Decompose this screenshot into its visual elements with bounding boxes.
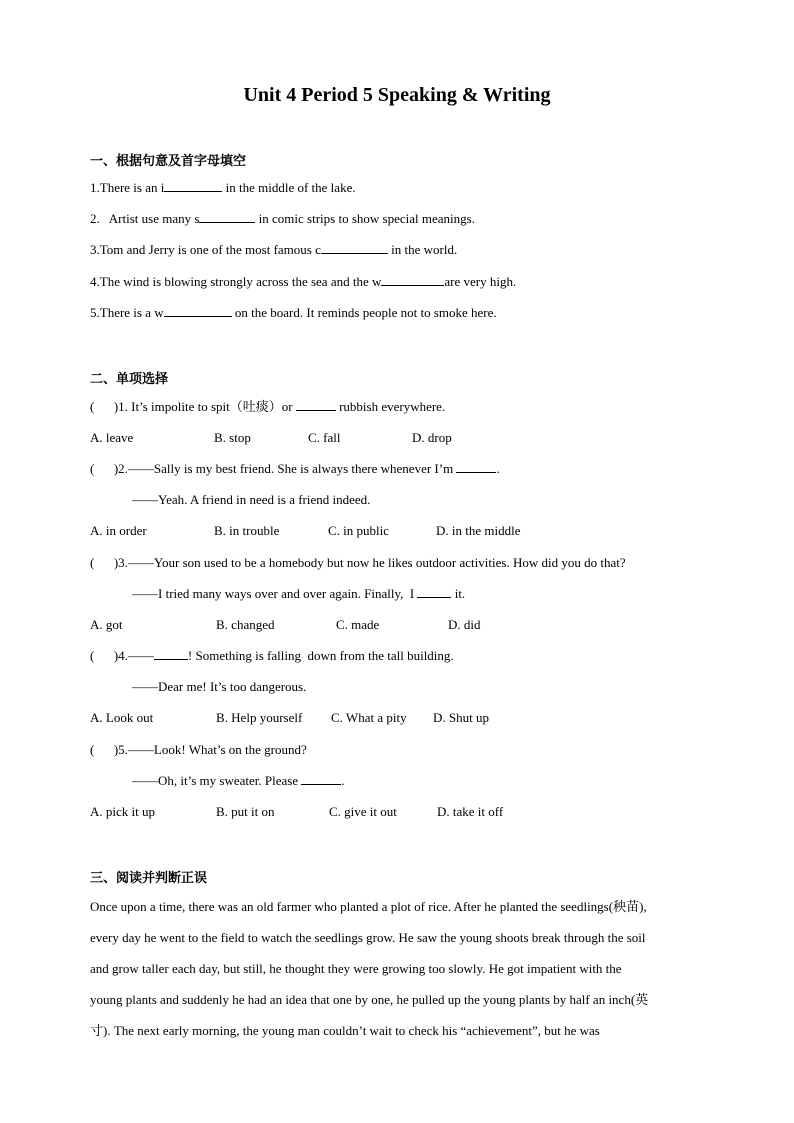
answer-blank[interactable]	[301, 772, 341, 785]
answer-blank[interactable]	[417, 585, 451, 598]
q4-option-d[interactable]: D. Shut up	[433, 710, 489, 725]
question-5-stem: ( )5.——Look! What’s on the ground?	[90, 742, 307, 757]
q2-option-a[interactable]: A. in order	[90, 523, 147, 538]
q1-option-d[interactable]: D. drop	[412, 430, 452, 445]
section3-heading: 三、阅读并判断正误	[90, 871, 208, 886]
reading-line-1: Once upon a time, there was an old farmer who planted a plot of rice. After he planted the seedlings(秧苗),	[90, 899, 647, 914]
q1-option-b[interactable]: B. stop	[214, 430, 251, 445]
q1-option-a[interactable]: A. leave	[90, 430, 134, 445]
q3-option-d[interactable]: D. did	[448, 617, 481, 632]
answer-blank[interactable]	[164, 304, 232, 317]
q3-option-b[interactable]: B. changed	[216, 617, 275, 632]
question-5-reply: ——Oh, it’s my sweater. Please .	[132, 773, 345, 788]
q4-option-a[interactable]: A. Look out	[90, 710, 154, 725]
fill-item-5: 5.There is a w on the board. It reminds people not to smoke here.	[90, 305, 497, 320]
q1-option-c[interactable]: C. fall	[308, 430, 341, 445]
page-title: Unit 4 Period 5 Speaking & Writing	[243, 84, 551, 106]
section1-heading: 一、根据句意及首字母填空	[90, 154, 247, 169]
reading-line-4: young plants and suddenly he had an idea that one by one, he pulled up the young plants by half an inch(英	[90, 992, 649, 1007]
question-2-reply: ——Yeah. A friend in need is a friend indeed.	[132, 492, 371, 507]
reading-line-3: and grow taller each day, but still, he thought they were growing too slowly. He got impatient with the	[90, 961, 622, 976]
q3-option-a[interactable]: A. got	[90, 617, 123, 632]
reading-line-2: every day he went to the field to watch the seedlings grow. He saw the young shoots break through the soil	[90, 930, 646, 945]
q4-option-b[interactable]: B. Help yourself	[216, 710, 303, 725]
fill-item-3: 3.Tom and Jerry is one of the most famous c in the world.	[90, 242, 458, 257]
q5-option-b[interactable]: B. put it on	[216, 804, 275, 819]
reading-line-5: 寸). The next early morning, the young man couldn’t wait to check his “achievement”, but he was	[90, 1023, 600, 1038]
q5-option-a[interactable]: A. pick it up	[90, 804, 155, 819]
fill-item-2: 2. Artist use many s in comic strips to show special meanings.	[90, 211, 475, 226]
q4-option-c[interactable]: C. What a pity	[331, 710, 407, 725]
question-1-stem: ( )1. It’s impolite to spit（吐痰）or rubbish everywhere.	[90, 399, 446, 414]
answer-blank[interactable]	[199, 210, 255, 223]
q5-option-d[interactable]: D. take it off	[437, 804, 504, 819]
question-3-reply: ——I tried many ways over and over again. Finally, I it.	[132, 586, 466, 601]
answer-blank[interactable]	[321, 241, 388, 254]
section2-heading: 二、单项选择	[90, 372, 169, 387]
q2-option-d[interactable]: D. in the middle	[436, 523, 521, 538]
q2-option-c[interactable]: C. in public	[328, 523, 390, 538]
answer-blank[interactable]	[381, 273, 444, 286]
question-2-stem: ( )2.——Sally is my best friend. She is always there whenever I’m .	[90, 461, 500, 476]
q2-option-b[interactable]: B. in trouble	[214, 523, 280, 538]
answer-blank[interactable]	[296, 398, 336, 411]
q5-option-c[interactable]: C. give it out	[329, 804, 397, 819]
fill-item-4: 4.The wind is blowing strongly across the sea and the w are very high.	[90, 274, 517, 289]
answer-blank[interactable]	[164, 179, 222, 192]
q3-option-c[interactable]: C. made	[336, 617, 380, 632]
answer-blank[interactable]	[154, 647, 188, 660]
fill-item-1: 1.There is an i in the middle of the lake.	[90, 180, 356, 195]
question-3-stem: ( )3.——Your son used to be a homebody but now he likes outdoor activities. How did you do that?	[90, 555, 626, 570]
question-4-stem: ( )4.—— ! Something is falling down from the tall building.	[90, 648, 454, 663]
question-4-reply: ——Dear me! It’s too dangerous.	[132, 679, 307, 694]
answer-blank[interactable]	[456, 460, 496, 473]
